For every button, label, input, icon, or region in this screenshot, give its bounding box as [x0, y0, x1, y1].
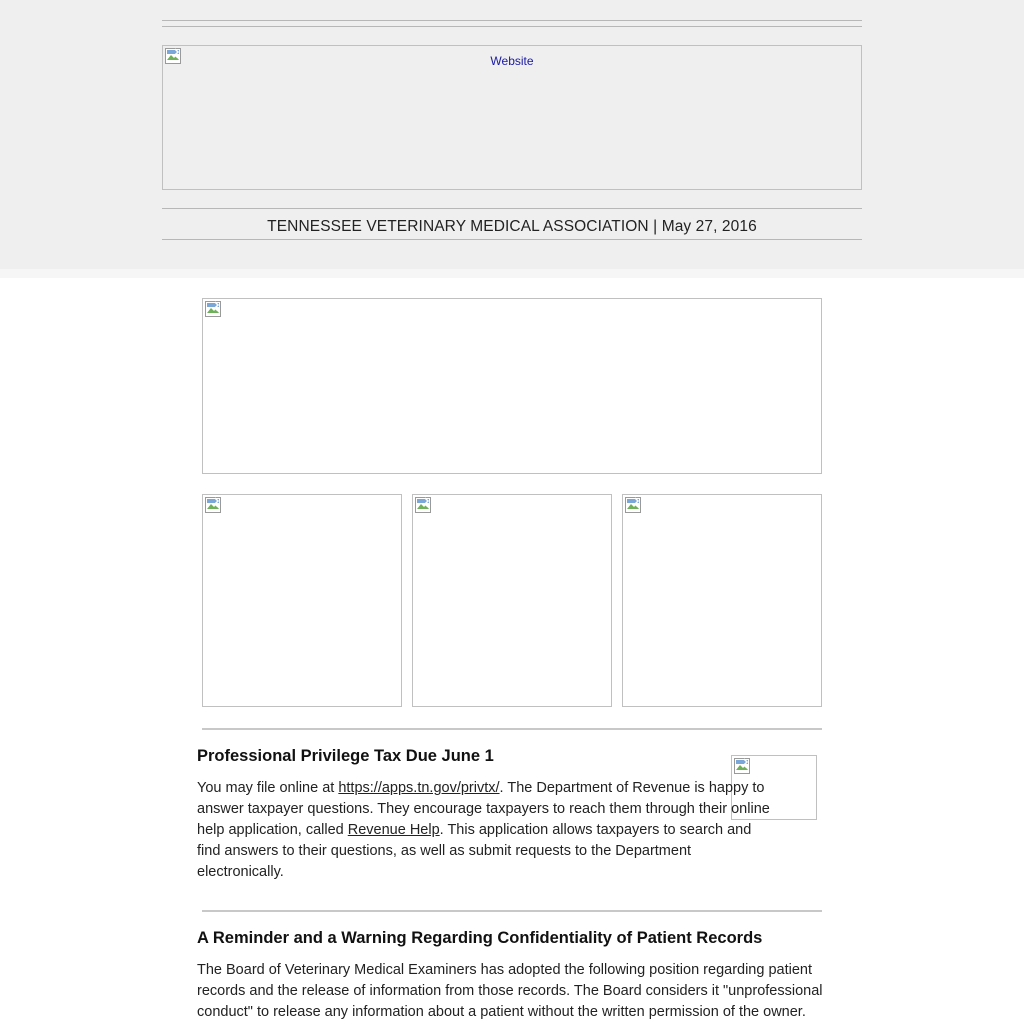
article-title: Professional Privilege Tax Due June 1	[197, 747, 494, 765]
broken-image-icon	[625, 497, 641, 513]
article-body	[197, 778, 772, 883]
feature-image-3[interactable]	[622, 494, 822, 707]
broken-image-icon	[734, 758, 750, 774]
website-banner-image[interactable]	[162, 45, 862, 190]
article-title: A Reminder and a Warning Regarding Confidentiality of Patient Records	[197, 929, 763, 947]
feature-image-1[interactable]	[202, 494, 402, 707]
feature-image-2[interactable]	[412, 494, 612, 707]
hero-image	[202, 298, 822, 474]
revenue-help-link[interactable]: Revenue Help	[347, 822, 440, 838]
article-text: . This application allows taxpayers to search and find answers to their questions, as well as submit requests to the Department electronically.	[197, 822, 752, 880]
broken-image-icon	[205, 497, 221, 513]
divider	[162, 20, 862, 21]
title-separator: |	[648, 218, 662, 235]
article-text: You may file online at	[197, 780, 339, 796]
header-band-edge	[0, 269, 1024, 278]
divider	[162, 239, 862, 240]
divider	[162, 208, 862, 209]
issue-date: May 27, 2016	[661, 218, 757, 235]
privtx-link[interactable]: https://apps.tn.gov/privtx/	[338, 780, 500, 796]
broken-image-icon	[415, 497, 431, 513]
article-text: . The Department of Revenue is happy to answer taxpayer questions. They encourage taxpayers to reach them through their online help application, called	[197, 780, 770, 838]
broken-image-icon	[205, 301, 221, 317]
newsletter-title	[162, 218, 862, 236]
article-body: The Board of Veterinary Medical Examiners has adopted the following position regarding patient records and the release of information from those records. The Board considers it "unprofessional conduct" to release any information about a patient without the written permission of the owner.	[197, 962, 823, 1020]
org-name: TENNESSEE VETERINARY MEDICAL ASSOCIATION	[267, 218, 649, 235]
section-divider	[202, 910, 822, 912]
divider	[162, 26, 862, 27]
section-divider	[202, 728, 822, 730]
website-banner-alt: Website	[490, 54, 534, 68]
